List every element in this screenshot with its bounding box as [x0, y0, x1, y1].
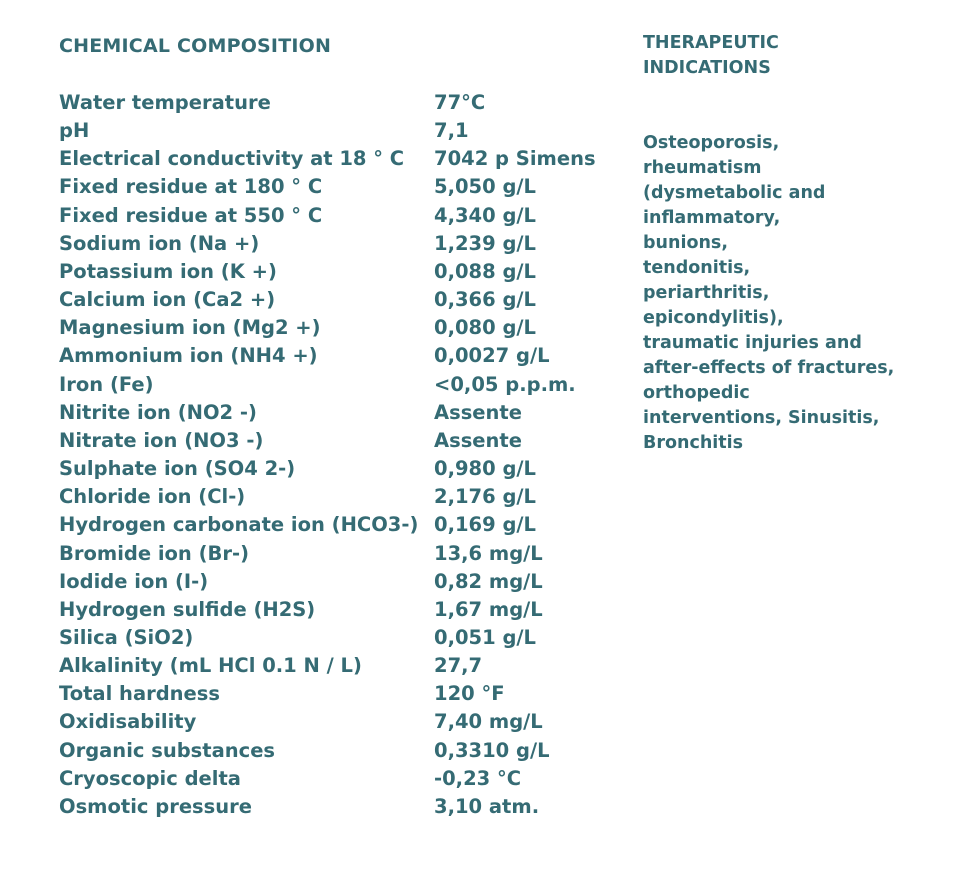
parameter-value: -0,23 °C — [434, 766, 522, 790]
parameter-value: 13,6 mg/L — [434, 541, 543, 565]
table-row — [59, 342, 614, 370]
parameter-value: 0,366 g/L — [434, 288, 536, 312]
indication-line: Osteoporosis, — [643, 133, 780, 153]
table-row — [59, 455, 614, 483]
parameter-name: Fixed residue at 550 ° C — [59, 203, 323, 227]
table-row — [59, 568, 614, 596]
parameter-value: 0,080 g/L — [434, 316, 536, 340]
parameter-value: 1,67 mg/L — [434, 597, 543, 621]
composition-table-body — [59, 89, 614, 821]
indication-line: inflammatory, — [643, 208, 781, 228]
parameter-value: 0,980 g/L — [434, 457, 536, 481]
table-row — [59, 652, 614, 680]
parameter-name: Potassium ion (K +) — [59, 259, 277, 283]
parameter-value: Assente — [434, 400, 522, 424]
parameter-value: 5,050 g/L — [434, 175, 536, 199]
parameter-value: 7,40 mg/L — [434, 710, 543, 734]
table-row — [59, 202, 614, 230]
table-row — [59, 230, 614, 258]
table-row — [59, 427, 614, 455]
table-row — [59, 89, 614, 117]
parameter-value: 0,088 g/L — [434, 259, 536, 283]
parameter-name: Magnesium ion (Mg2 +) — [59, 316, 321, 340]
table-row — [59, 286, 614, 314]
parameter-value: 7042 p Simens — [434, 147, 596, 171]
table-row — [59, 765, 614, 793]
parameter-value: 0,0027 g/L — [434, 344, 550, 368]
table-row — [59, 145, 614, 173]
indications-text — [643, 131, 943, 456]
parameter-value: 27,7 — [434, 654, 483, 678]
parameter-value: Assente — [434, 428, 522, 452]
parameter-name: Cryoscopic delta — [59, 766, 241, 790]
table-row — [59, 680, 614, 708]
indication-line: periarthritis, — [643, 283, 770, 303]
parameter-name: Bromide ion (Br-) — [59, 541, 250, 565]
table-row — [59, 708, 614, 736]
parameter-name: Osmotic pressure — [59, 794, 252, 818]
parameter-value: 2,176 g/L — [434, 485, 536, 509]
parameter-name: Iron (Fe) — [59, 372, 154, 396]
chemical-composition-title: CHEMICAL COMPOSITION — [59, 35, 332, 57]
parameter-name: Silica (SiO2) — [59, 625, 194, 649]
indication-line: tendonitis, — [643, 258, 751, 278]
table-row — [59, 624, 614, 652]
indication-line: orthopedic — [643, 383, 750, 403]
parameter-value: 4,340 g/L — [434, 203, 536, 227]
indication-line: bunions, — [643, 233, 728, 253]
parameter-value: 0,169 g/L — [434, 513, 536, 537]
indication-line: interventions, Sinusitis, — [643, 408, 880, 428]
composition-table — [59, 89, 614, 821]
parameter-name: Iodide ion (I-) — [59, 569, 209, 593]
parameter-name: Nitrite ion (NO2 -) — [59, 400, 257, 424]
indication-line: Bronchitis — [643, 433, 744, 453]
parameter-name: Chloride ion (Cl-) — [59, 485, 246, 509]
parameter-value: 3,10 atm. — [434, 794, 540, 818]
parameter-name: pH — [59, 119, 90, 143]
parameter-name: Organic substances — [59, 738, 276, 762]
parameter-name: Oxidisability — [59, 710, 197, 734]
parameter-value: <0,05 p.p.m. — [434, 372, 576, 396]
parameter-name: Water temperature — [59, 91, 271, 114]
therapeutic-indications-title: THERAPEUTIC INDICATIONS — [643, 33, 779, 78]
parameter-value: 0,051 g/L — [434, 625, 536, 649]
table-row — [59, 737, 614, 765]
therapeutic-indications-section — [643, 31, 943, 456]
table-row — [59, 314, 614, 342]
indication-line: rheumatism — [643, 158, 762, 178]
parameter-value: 1,239 g/L — [434, 231, 536, 255]
indication-line: epicondylitis), — [643, 308, 784, 328]
parameter-name: Alkalinity (mL HCl 0.1 N / L) — [59, 654, 362, 678]
table-row — [59, 540, 614, 568]
parameter-value: 120 °F — [434, 682, 505, 706]
parameter-name: Fixed residue at 180 ° C — [59, 175, 323, 199]
parameter-name: Electrical conductivity at 18 ° C — [59, 147, 405, 171]
table-row — [59, 371, 614, 399]
parameter-value: 7,1 — [434, 119, 469, 143]
parameter-value: 77°C — [434, 91, 486, 114]
table-row — [59, 173, 614, 201]
table-row — [59, 596, 614, 624]
parameter-name: Hydrogen carbonate ion (HCO3-) — [59, 513, 419, 537]
table-row — [59, 511, 614, 539]
parameter-name: Calcium ion (Ca2 +) — [59, 288, 276, 312]
table-row — [59, 258, 614, 286]
table-row — [59, 399, 614, 427]
parameter-name: Hydrogen sulfide (H2S) — [59, 597, 316, 621]
table-row — [59, 793, 614, 821]
table-row — [59, 117, 614, 145]
indication-line: after-effects of fractures, — [643, 358, 895, 378]
parameter-name: Ammonium ion (NH4 +) — [59, 344, 318, 368]
parameter-value: 0,3310 g/L — [434, 738, 550, 762]
parameter-name: Nitrate ion (NO3 -) — [59, 428, 264, 452]
parameter-value: 0,82 mg/L — [434, 569, 543, 593]
indication-line: traumatic injuries and — [643, 333, 862, 353]
table-row — [59, 483, 614, 511]
parameter-name: Total hardness — [59, 682, 220, 706]
parameter-name: Sulphate ion (SO4 2-) — [59, 457, 296, 481]
indication-line: (dysmetabolic and — [643, 183, 826, 203]
parameter-name: Sodium ion (Na +) — [59, 231, 260, 255]
chemical-composition-section — [59, 34, 619, 821]
